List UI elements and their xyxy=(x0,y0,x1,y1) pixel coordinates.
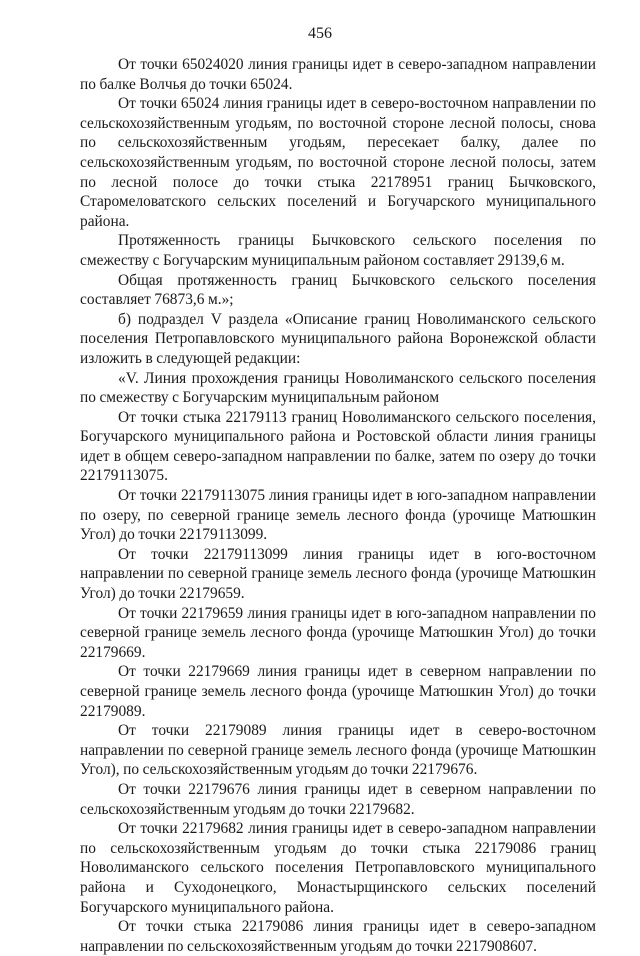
section-heading: «V. Линия прохождения границы Новолиманского сельского поселения по смежеству с Богучарским муниципальным районом xyxy=(80,369,596,407)
paragraph-8: От точки 22179113075 линия границы идет в юго-западном направлении по озеру, по северной границе земель лесного фонда (урочище Матюшкин Угол) до точки 22179113099. xyxy=(80,487,596,544)
document-body xyxy=(80,55,596,956)
paragraph-9: От точки 22179113099 линия границы идет в юго-восточном направлении по северной границе земель лесного фонда (урочище Матюшкин Угол) до точки 22179659. xyxy=(80,545,596,603)
paragraph-14: От точки 22179682 линия границы идет в северо-западном направлении по сельскохозяйственным угодьям до точки стыка 22179086 границ Новолиманского сельского поселения Петропавловского муниципального района и Суходонецкого, Монастырщинского сельских поселений Богучарского муниципального района. xyxy=(80,820,596,916)
page-number: 456 xyxy=(308,25,332,42)
paragraph-2: От точки 65024 линия границы идет в северо-восточном направлении по сельскохозяйственным угодьям, по восточной стороне лесной полосы, снова по сельскохозяйственным угодьям, пересекает балку, далее по сельскохозяйственным угодьям, по восточной стороне лесной полосы, затем по лесной полосе до точки стыка 22178951 границ Бычковского, Старомеловатского сельских поселений и Богучарского муниципального района. xyxy=(80,95,596,230)
paragraph-1: От точки 65024020 линия границы идет в северо-западном направлении по балке Волчья до точки 65024. xyxy=(80,56,596,93)
paragraph-11: От точки 22179669 линия границы идет в северном направлении по северной границе земель лесного фонда (урочище Матюшкин Угол) до точки 22179089. xyxy=(80,663,596,720)
paragraph-10: От точки 22179659 линия границы идет в юго-западном направлении по северной границе земель лесного фонда (урочище Матюшкин Угол) до точки 22179669. xyxy=(80,604,596,661)
paragraph-3: Протяженность границы Бычковского сельского поселения по смежеству с Богучарским муниципальным районом составляет 29139,6 м. xyxy=(80,232,596,269)
paragraph-12: От точки 22179089 линия границы идет в северо-восточном направлении по северной границе земель лесного фонда (урочище Матюшкин Угол), по сельскохозяйственным угодьям до точки 22179676. xyxy=(80,722,596,779)
paragraph-4: Общая протяженность границ Бычковского сельского поселения составляет 76873,6 м.»; xyxy=(80,271,596,309)
paragraph-7: От точки стыка 22179113 границ Новолиманского сельского поселения, Богучарского муниципального района и Ростовской области линия границы идет в общем северо-западном направлении по балке, затем по озеру до точки 22179113075. xyxy=(80,408,596,485)
paragraph-13: От точки 22179676 линия границы идет в северном направлении по сельскохозяйственным угодьям до точки 22179682. xyxy=(80,780,596,818)
paragraph-5: б) подраздел V раздела «Описание границ Новолиманского сельского поселения Петропавловского муниципального района Воронежской области изложить в следующей редакции: xyxy=(80,310,596,367)
paragraph-15: От точки стыка 22179086 линия границы идет в северо-западном направлении по сельскохозяйственным угодьям до точки 2217908607. xyxy=(80,918,596,955)
